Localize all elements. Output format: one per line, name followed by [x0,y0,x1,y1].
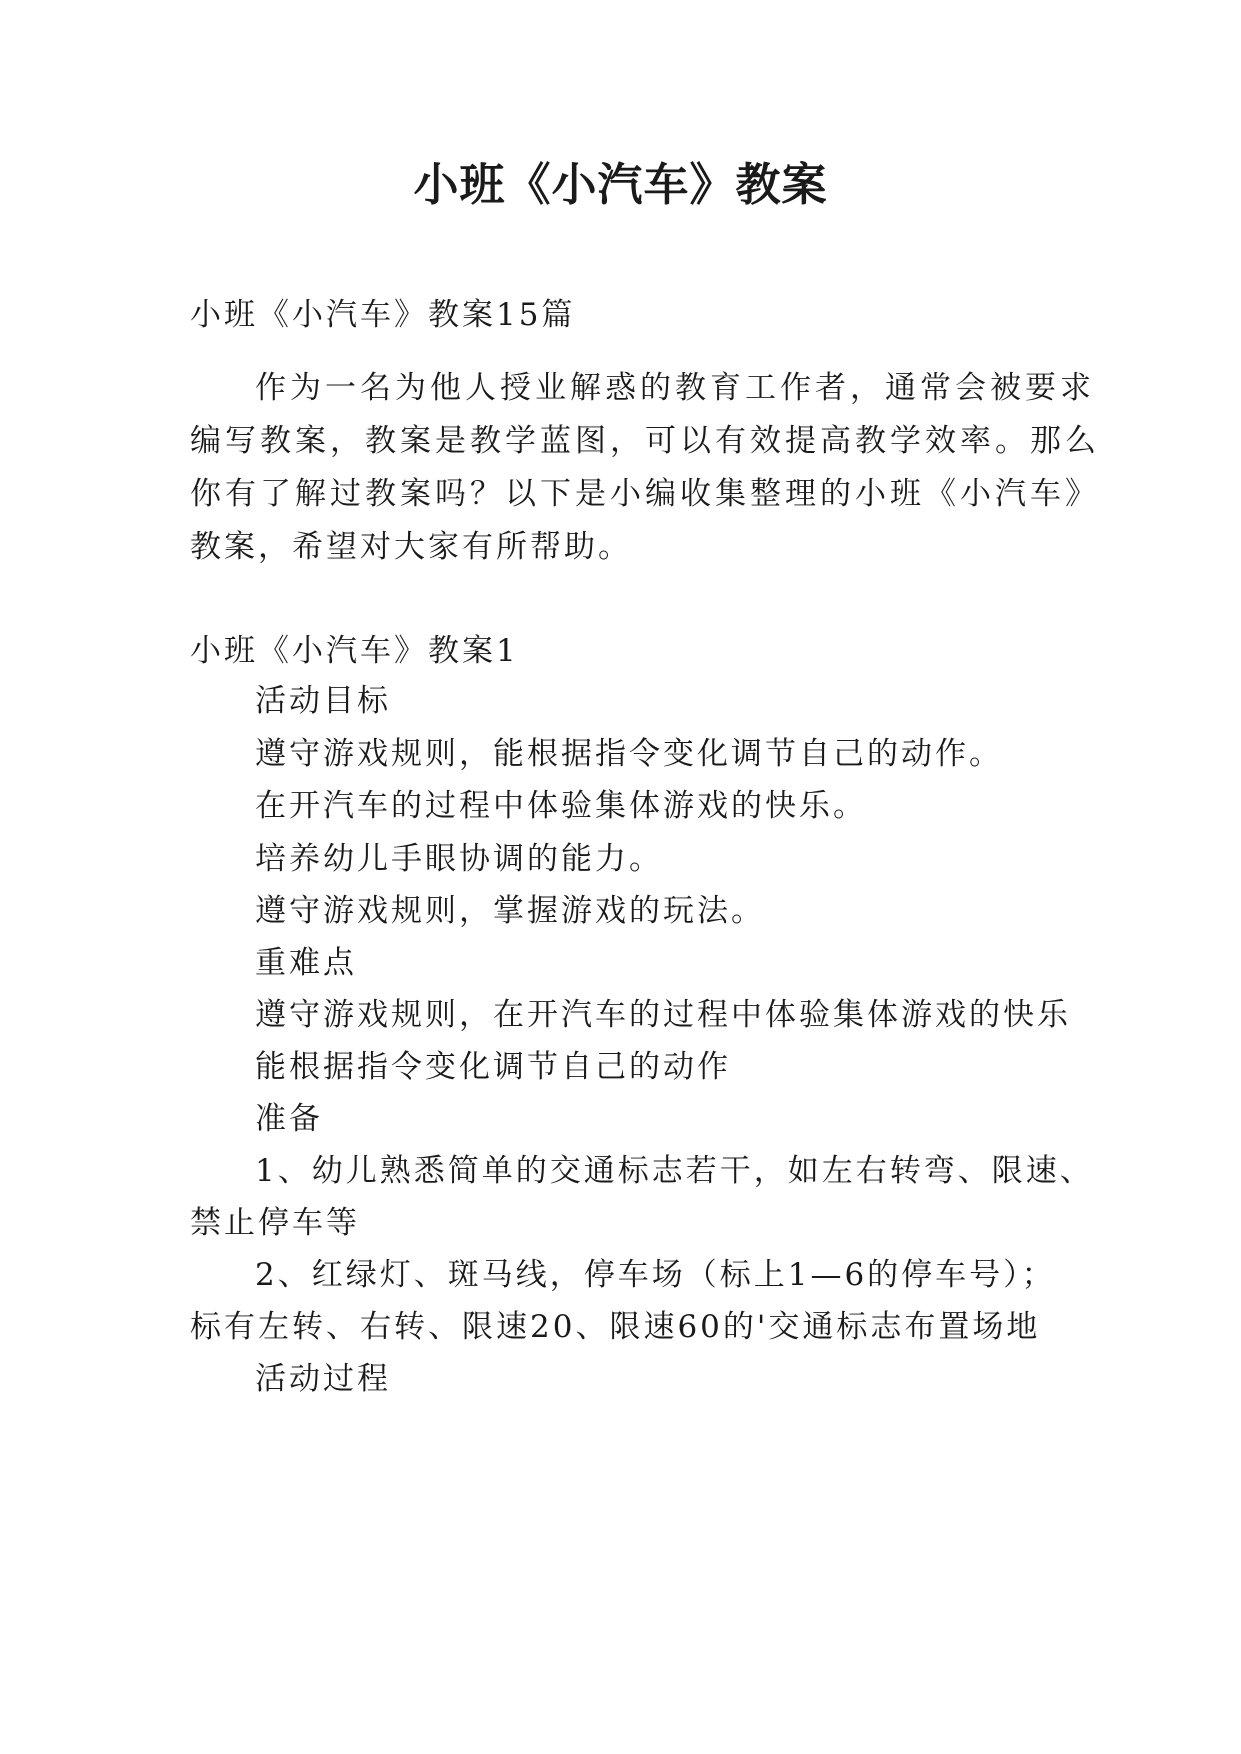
body-line: 遵守游戏规则，掌握游戏的玩法。 [255,893,765,929]
body-line: 2、红绿灯、斑马线，停车场（标上1—6的停车号）； [255,1257,1056,1293]
body-line: 在开汽车的过程中体验集体游戏的快乐。 [255,788,867,824]
body-line: 活动过程 [255,1361,391,1397]
body-line: 标有左转、右转、限速20、限速60的'交通标志布置场地 [190,1309,1041,1345]
document-title: 小班《小汽车》教案 [413,158,828,211]
body-line: 能根据指令变化调节自己的动作 [255,1049,731,1085]
body-line: 活动目标 [255,683,391,719]
intro-line: 作为一名为他人授业解惑的教育工作者，通常会被要求 [255,370,1095,406]
intro-line: 你有了解过教案吗？以下是小编收集整理的小班《小汽车》 [190,476,1100,512]
body-line: 培养幼儿手眼协调的能力。 [255,841,663,877]
body-line: 重难点 [255,945,357,981]
section-heading: 小班《小汽车》教案1 [190,633,519,669]
intro-line: 教案，希望对大家有所帮助。 [190,529,632,565]
body-line: 1、幼儿熟悉简单的交通标志若干，如左右转弯、限速、 [255,1153,1094,1189]
body-line: 遵守游戏规则，能根据指令变化调节自己的动作。 [255,736,1003,772]
intro-line: 编写教案，教案是教学蓝图，可以有效提高教学效率。那么 [190,423,1100,459]
body-line: 遵守游戏规则，在开汽车的过程中体验集体游戏的快乐 [255,997,1071,1033]
body-line: 准备 [255,1101,323,1137]
body-line: 禁止停车等 [190,1205,360,1241]
document-subtitle: 小班《小汽车》教案15篇 [190,297,576,333]
